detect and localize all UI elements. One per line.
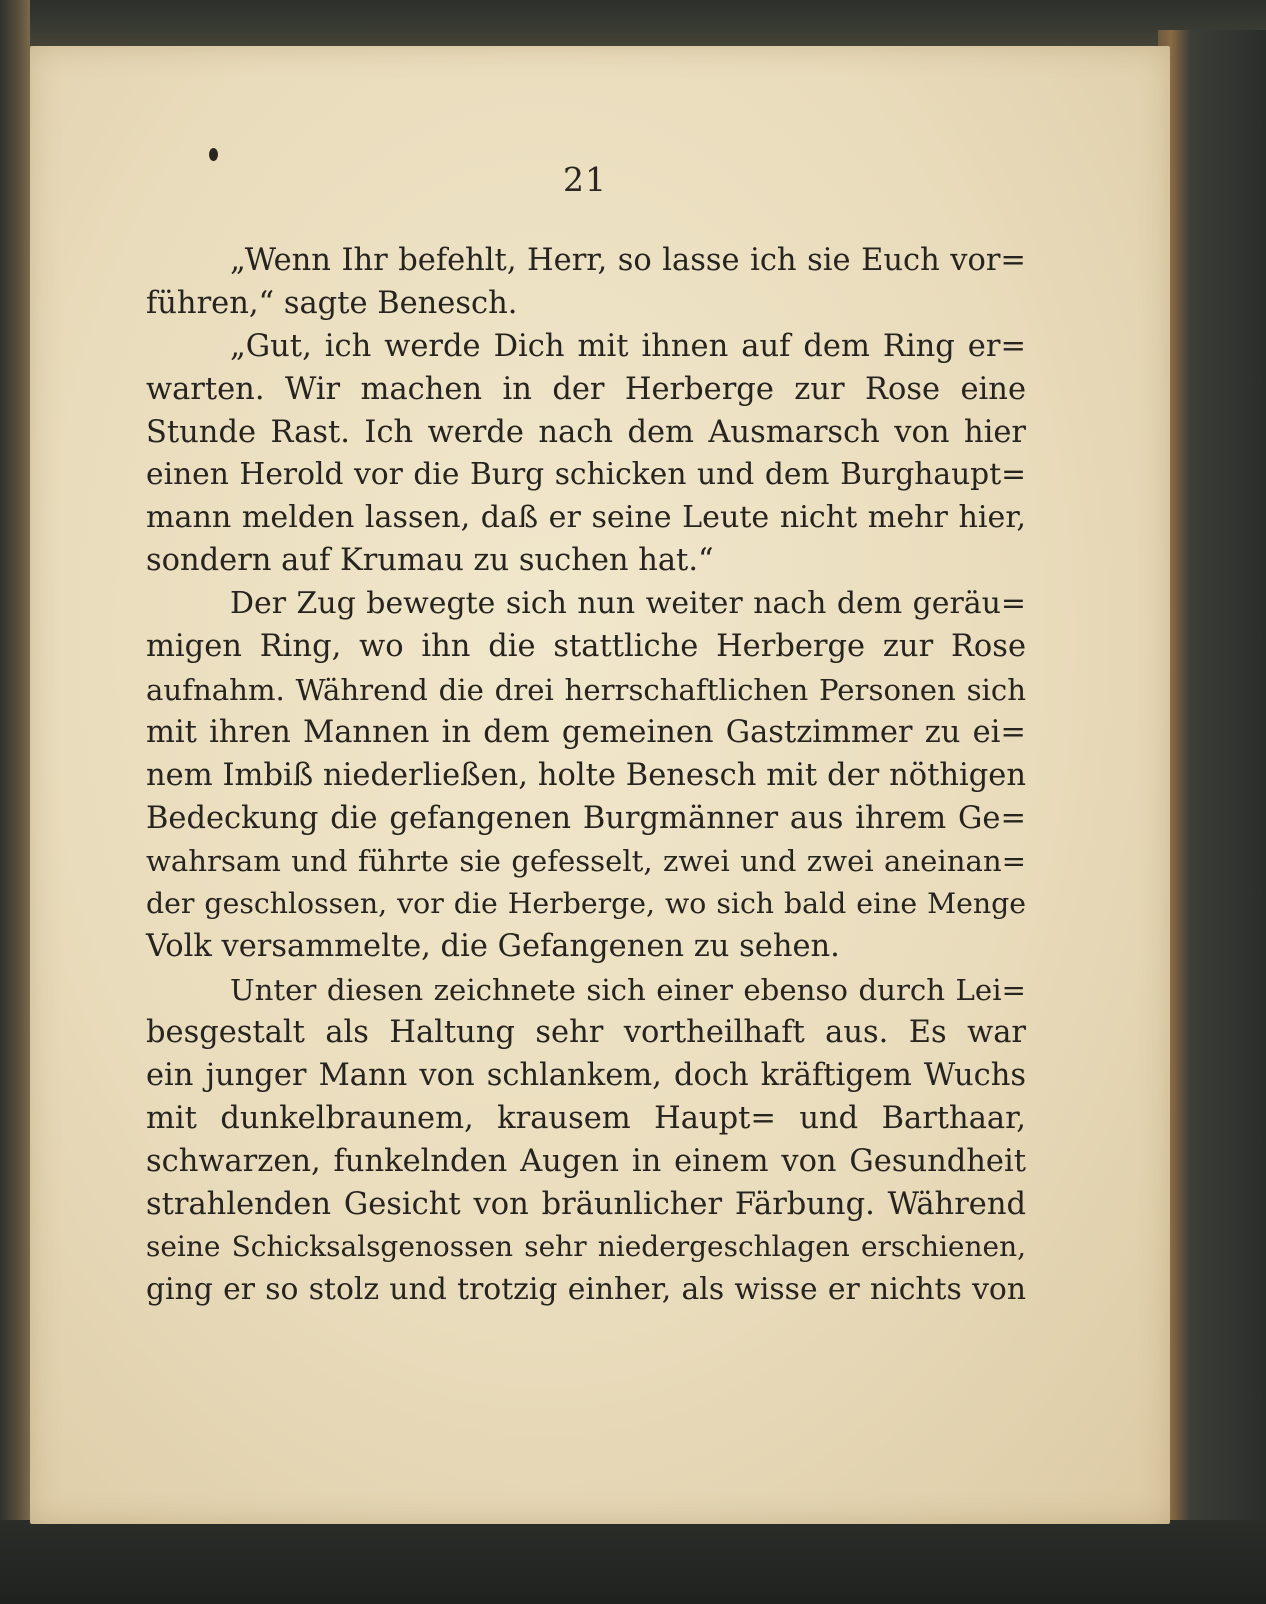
- text-line: besgestalt als Haltung sehr vortheilhaft aus. Es war: [146, 1015, 1026, 1051]
- text-line: mit ihren Mannen in dem gemeinen Gastzimmer zu ei=: [146, 714, 1026, 750]
- text-line: Bedeckung die gefangenen Burgmänner aus ihrem Ge=: [146, 800, 1026, 836]
- cover-board-top: [0, 0, 1266, 52]
- text-line: einen Herold vor die Burg schicken und dem Burghaupt=: [146, 457, 1026, 493]
- body-text: [146, 240, 1026, 1312]
- text-line: seine Schicksalsgenossen sehr niedergeschlagen erschienen,: [146, 1230, 1026, 1264]
- text-line: sondern auf Krumau zu suchen hat.“: [146, 543, 714, 579]
- cover-board-left: [0, 0, 30, 1604]
- text-line: wahrsam und führte sie gefesselt, zwei und zwei aneinan=: [146, 844, 1026, 879]
- text-line: ein junger Mann von schlankem, doch kräftigem Wuchs: [146, 1057, 1026, 1093]
- text-line: führen,“ sagte Benesch.: [146, 285, 518, 321]
- text-line: Der Zug bewegte sich nun weiter nach dem geräu=: [230, 586, 1026, 622]
- text-line: Volk versammelte, die Gefangenen zu sehen.: [146, 929, 840, 965]
- page-number: 21: [563, 160, 607, 199]
- text-line: mit dunkelbraunem, krausem Haupt= und Barthaar,: [146, 1100, 1026, 1136]
- text-line: warten. Wir machen in der Herberge zur Rose eine: [146, 371, 1026, 407]
- text-line: ging er so stolz und trotzig einher, als wisse er nichts von: [146, 1272, 1026, 1308]
- cover-board-right: [1158, 30, 1266, 1550]
- text-line: der geschlossen, vor die Herberge, wo sich bald eine Menge: [146, 887, 1026, 921]
- cover-board-bottom: [0, 1520, 1266, 1604]
- text-line: schwarzen, funkelnden Augen in einem von Gesundheit: [146, 1143, 1026, 1179]
- text-line: strahlenden Gesicht von bräunlicher Färbung. Während: [146, 1186, 1026, 1222]
- text-line: mann melden lassen, daß er seine Leute nicht mehr hier,: [146, 500, 1026, 536]
- text-line: „Gut, ich werde Dich mit ihnen auf dem Ring er=: [230, 328, 1026, 364]
- text-line: Unter diesen zeichnete sich einer ebenso durch Lei=: [230, 973, 1026, 1008]
- text-line: „Wenn Ihr befehlt, Herr, so lasse ich sie Euch vor=: [230, 243, 1026, 278]
- text-line: Stunde Rast. Ich werde nach dem Ausmarsch von hier: [146, 414, 1026, 450]
- text-line: migen Ring, wo ihn die stattliche Herberge zur Rose: [146, 629, 1026, 665]
- text-line: aufnahm. Während die drei herrschaftlichen Personen sich: [146, 672, 1026, 707]
- text-line: nem Imbiß niederließen, holte Benesch mit der nöthigen: [146, 757, 1026, 793]
